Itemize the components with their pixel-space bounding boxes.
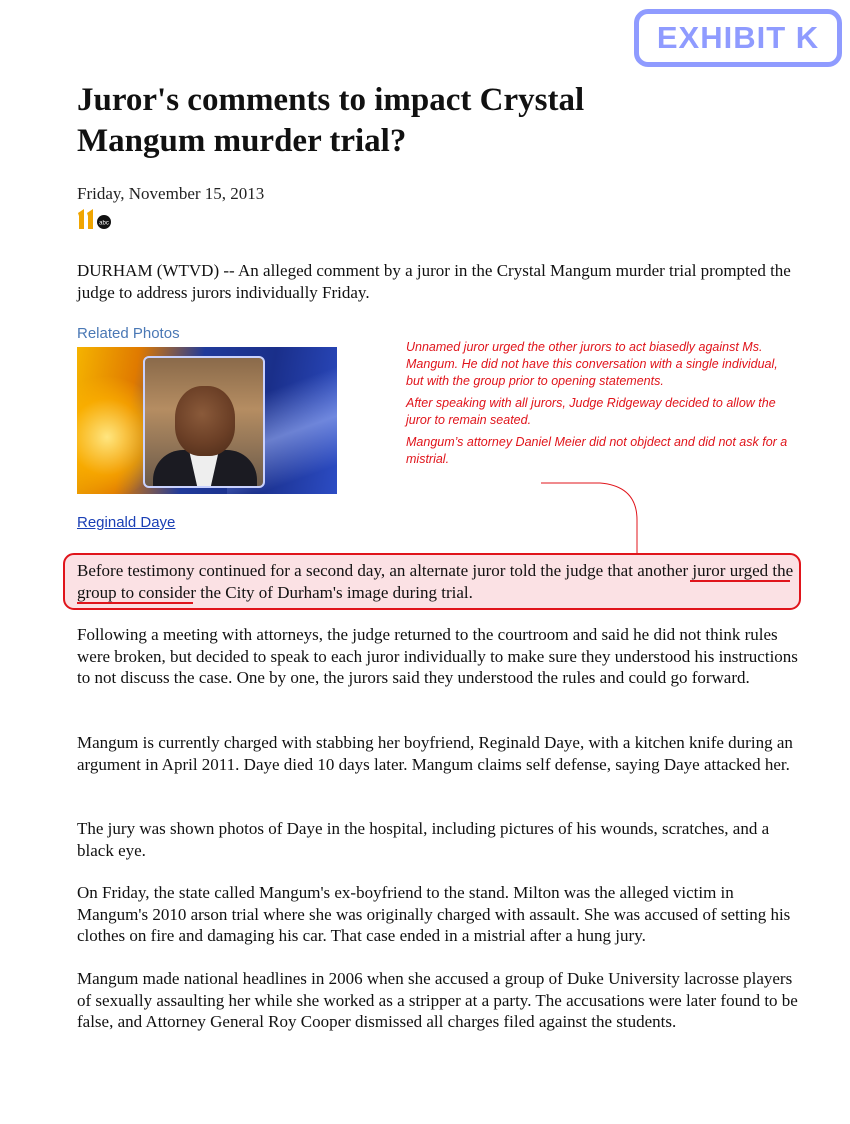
svg-text:abc: abc bbox=[99, 220, 109, 227]
article-paragraph: The jury was shown photos of Daye in the hospital, including pictures of his wounds, scratches, and a black eye. bbox=[77, 819, 770, 860]
intro-paragraph: DURHAM (WTVD) -- An alleged comment by a juror in the Crystal Mangum murder trial prompted the judge to address jurors individually Friday. bbox=[77, 261, 791, 302]
portrait-frame bbox=[143, 356, 265, 488]
underlined-phrase-1: another juror bbox=[637, 561, 726, 580]
underline-1 bbox=[690, 580, 790, 582]
abc11-logo-icon bbox=[76, 207, 116, 231]
underlined-phrase-2: urged the group bbox=[77, 561, 794, 602]
article-paragraph: Mangum is currently charged with stabbing her boyfriend, Reginald Daye, with a kitchen knife during an argument in April 2011. Daye died 10 days later. Mangum claims self defense, saying Daye attacked her. bbox=[77, 733, 793, 774]
annotation-note-1: Unnamed juror urged the other jurors to act biasedly against Ms. Mangum. He did not have this conversation with a single individual, but with the group prior to opening statements. bbox=[406, 340, 778, 388]
article-paragraph: Mangum made national headlines in 2006 when she accused a group of Duke University lacrosse players of sexually assaulting her while she worked as a stripper at a party. The accusations were later found to be false, and Attorney General Roy Cooper dismissed all charges filed against the students. bbox=[77, 969, 798, 1031]
article-date: Friday, November 15, 2013 bbox=[77, 184, 265, 203]
exhibit-stamp: EXHIBIT K bbox=[634, 9, 842, 67]
annotation-notes bbox=[406, 339, 796, 473]
highlighted-paragraph: Before testimony continued for a second day, an alternate juror told the judge that another juror urged the group to consider the City of Durham's image during trial. bbox=[77, 561, 794, 602]
article-headline: Juror's comments to impact Crystal Mangum murder trial? bbox=[77, 82, 585, 159]
related-photo[interactable] bbox=[77, 347, 337, 494]
article-paragraph: Following a meeting with attorneys, the judge returned to the courtroom and said he did not think rules were broken, but decided to speak to each juror individually to make sure they understood his instructions to not discuss the case. One by one, the jurors said they understood the rules and could go forward. bbox=[77, 625, 798, 687]
article-paragraph: On Friday, the state called Mangum's ex-boyfriend to the stand. Milton was the alleged victim in Mangum's 2010 arson trial where she was originally charged with assault. She was accused of setting his clothes on fire and damaging his car. That case ended in a mistrial after a hung jury. bbox=[77, 883, 791, 945]
annotation-note-2: After speaking with all jurors, Judge Ridgeway decided to allow the juror to remain seated. bbox=[406, 396, 776, 427]
annotation-note-3: Mangum’s attorney Daniel Meier did not objdect and did not ask for a mistrial. bbox=[406, 435, 788, 466]
photo-caption-link[interactable]: Reginald Daye bbox=[77, 514, 176, 531]
related-photos-label: Related Photos bbox=[77, 325, 180, 342]
underline-2 bbox=[77, 602, 193, 604]
